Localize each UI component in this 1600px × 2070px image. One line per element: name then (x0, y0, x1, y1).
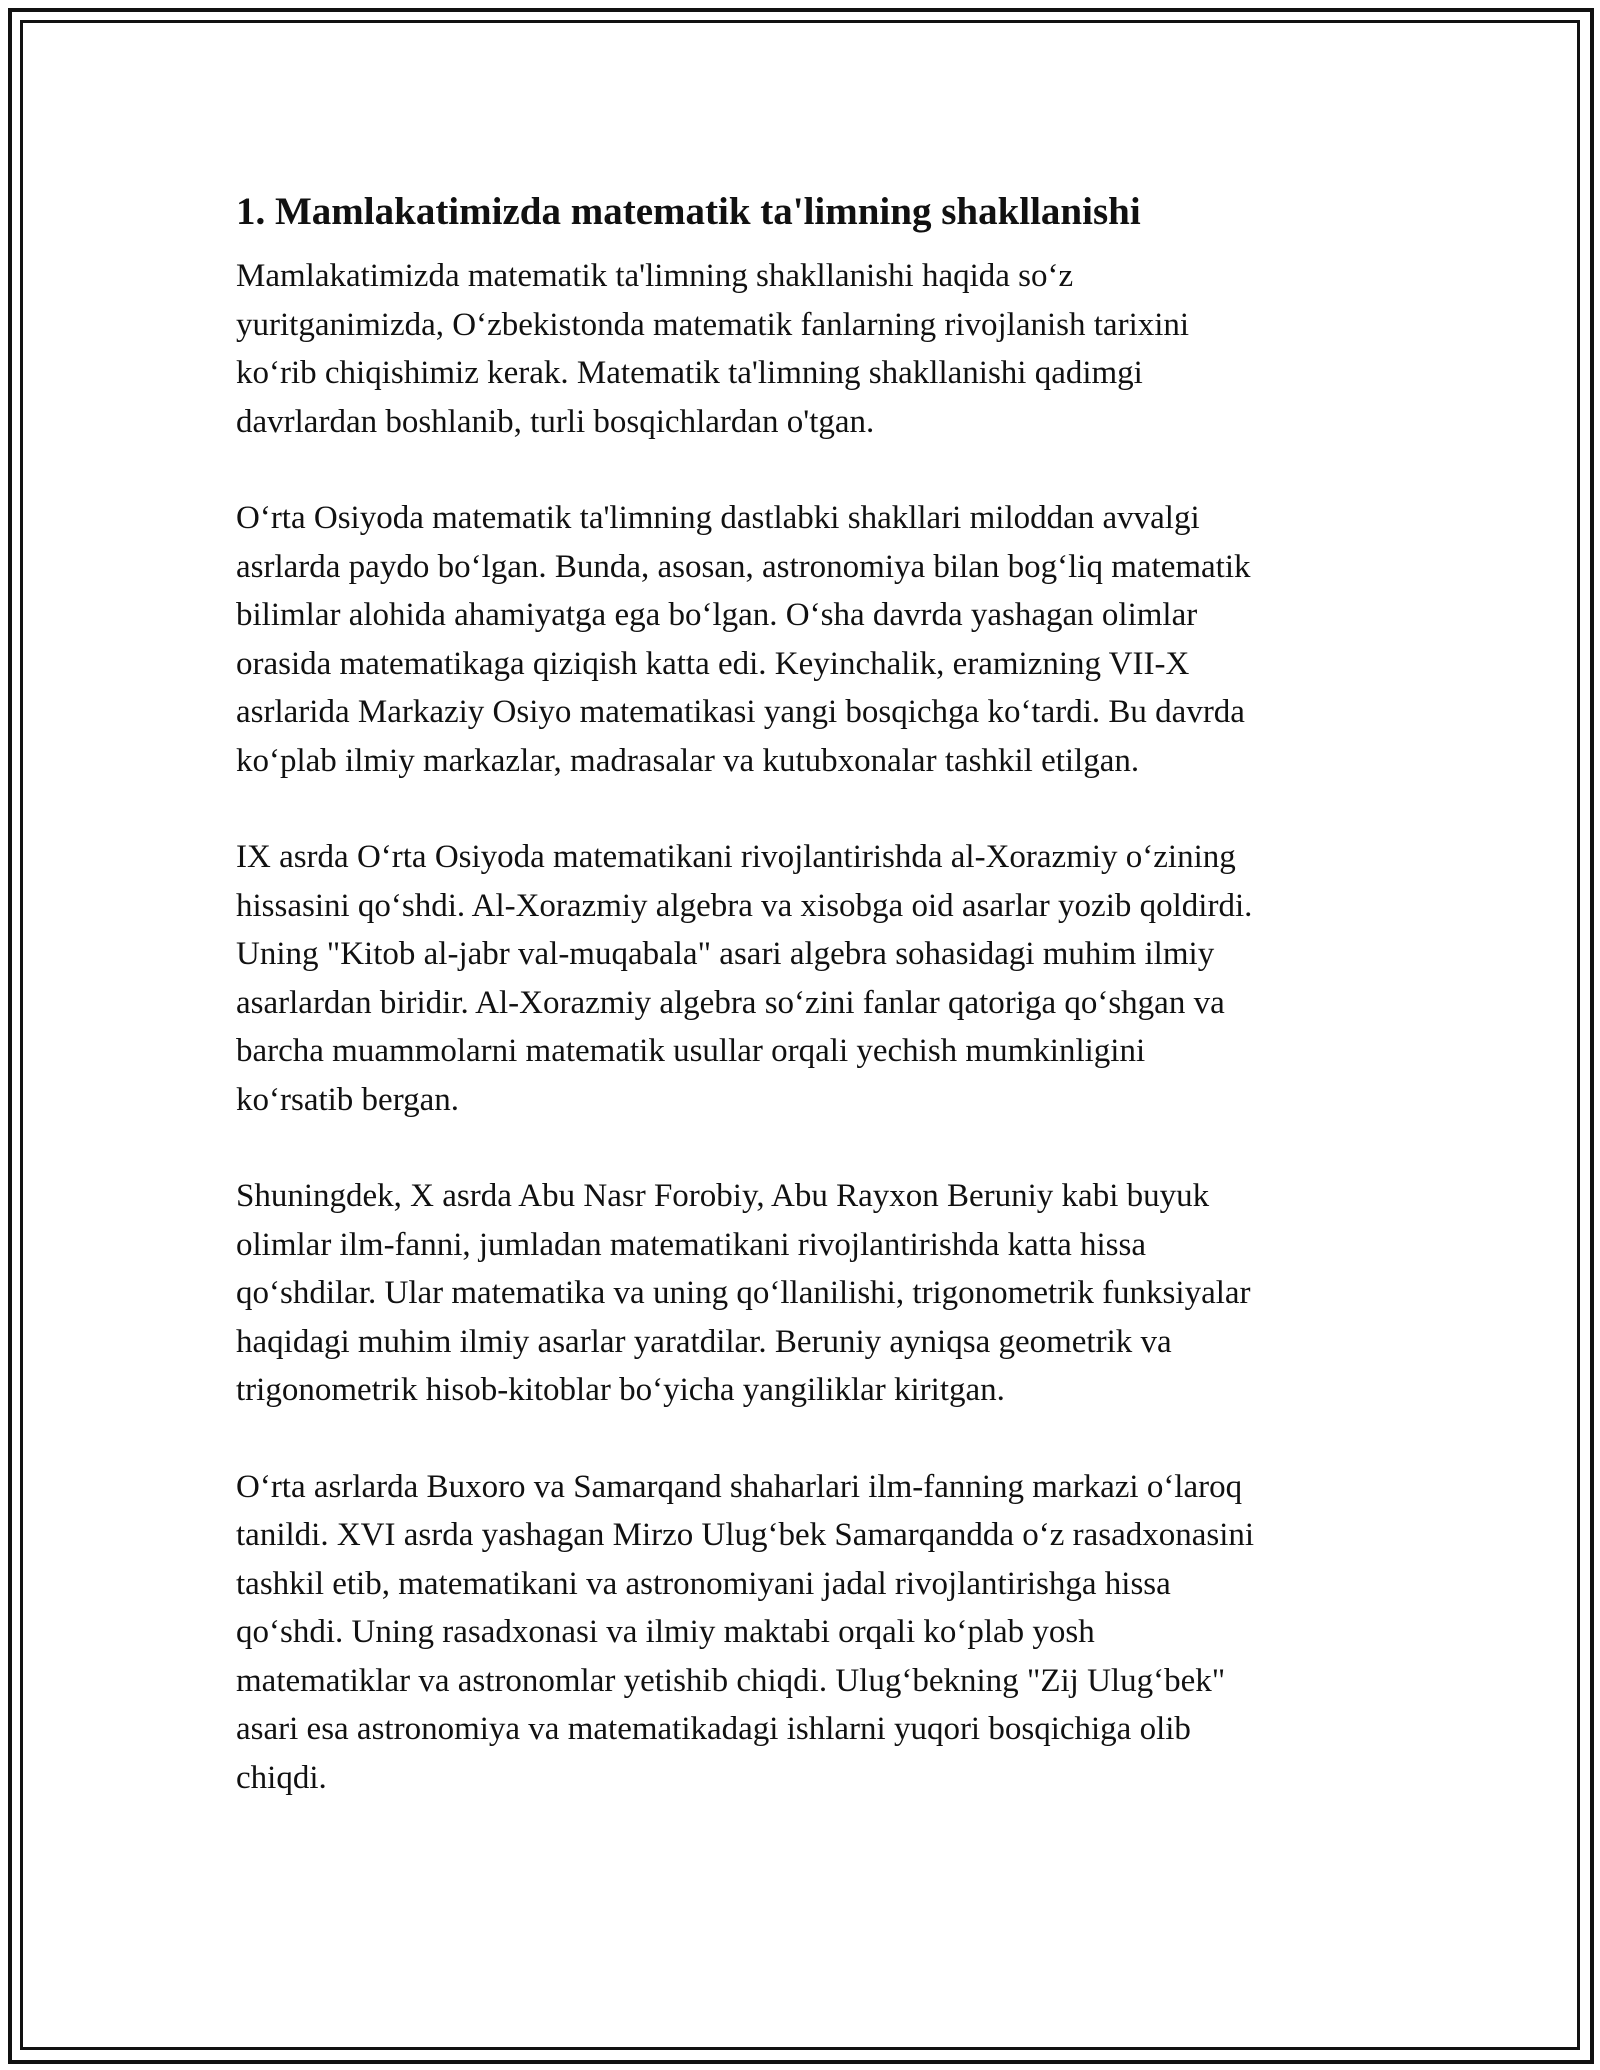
section-heading: 1. Mamlakatimizda matematik ta'limning shakllanishi (236, 190, 1141, 233)
paragraph-3: IX asrda O‘rta Osiyoda matematikani rivojlantirishda al-Xorazmiy o‘zining hissasini qo‘shdi. Al-Xorazmiy algebra va xisobga oid asarlar yozib qoldirdi. Uning "Kitob al-jabr val-muqabala" asari algebra sohasidagi muhim ilmiy asarlardan biridir. Al-Xorazmiy algebra so‘zini fanlar qatoriga qo‘shgan va barcha muammolarni matematik usullar orqali yechish mumkinligini ko‘rsatib bergan. (236, 839, 1253, 1118)
document-body (236, 186, 1381, 1850)
paragraph-4: Shuningdek, X asrda Abu Nasr Forobiy, Abu Rayxon Beruniy kabi buyuk olimlar ilm-fanni, jumladan matematikani rivojlantirishda katta hissa qo‘shdilar. Ular matematika va uning qo‘llanilishi, trigonometrik funksiyalar haqidagi muhim ilmiy asarlar yaratdilar. Beruniy ayniqsa geometrik va trigonometrik hisob-kitoblar bo‘yicha yangiliklar kiritgan. (236, 1178, 1251, 1408)
paragraph-1: Mamlakatimizda matematik ta'limning shakllanishi haqida so‘z yuritganimizda, O‘zbekistonda matematik fanlarning rivojlanish tarixini ko‘rib chiqishimiz kerak. Matematik ta'limning shakllanishi qadimgi davrlardan boshlanib, turli bosqichlardan o'tgan. (236, 258, 1190, 440)
paragraph-2: O‘rta Osiyoda matematik ta'limning dastlabki shakllari miloddan avvalgi asrlarda paydo bo‘lgan. Bunda, asosan, astronomiya bilan bog‘liq matematik bilimlar alohida ahamiyatga ega bo‘lgan. O‘sha davrda yashagan olimlar orasida matematikaga qiziqish katta edi. Keyinchalik, eramizning VII-X asrlarida Markaziy Osiyo matematikasi yangi bosqichga ko‘tardi. Bu davrda ko‘plab ilmiy markazlar, madrasalar va kutubxonalar tashkil etilgan. (236, 500, 1251, 779)
paragraph-5: O‘rta asrlarda Buxoro va Samarqand shaharlari ilm-fanning markazi o‘laroq tanildi. XVI asrda yashagan Mirzo Ulug‘bek Samarqandda o‘z rasadxonasini tashkil etib, matematikani va astronomiyani jadal rivojlantirishga hissa qo‘shdi. Uning rasadxonasi va ilmiy maktabi orqali ko‘plab yosh matematiklar va astronomlar yetishib chiqdi. Ulug‘bekning "Zij Ulug‘bek" asari esa astronomiya va matematikadagi ishlarni yuqori bosqichiga olib chiqdi. (236, 1468, 1255, 1796)
